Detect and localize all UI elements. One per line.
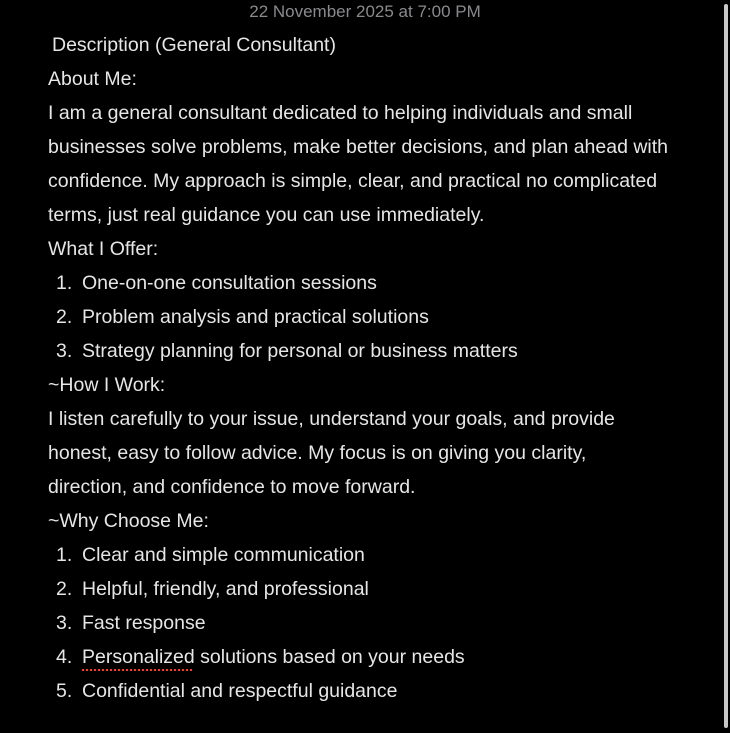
about-line: I am a general consultant dedicated to helping individuals and small	[48, 102, 633, 124]
list-item	[48, 300, 708, 334]
list-text: Clear and simple communication	[82, 544, 365, 566]
offer-heading: What I Offer:	[48, 238, 159, 260]
about-heading: About Me:	[48, 68, 137, 90]
list-number: 1.	[56, 272, 73, 294]
list-text: Strategy planning for personal or business matters	[82, 340, 518, 362]
list-item	[48, 572, 708, 606]
work-line: honest, easy to follow advice. My focus is on giving you clarity,	[48, 442, 587, 464]
list-number: 4.	[56, 646, 73, 668]
list-item	[48, 334, 708, 368]
list-text: Fast response	[82, 612, 206, 634]
note-body[interactable]	[48, 28, 708, 708]
work-heading: ~How I Work:	[48, 374, 166, 396]
list-number: 2.	[56, 306, 73, 328]
note-timestamp: 22 November 2025 at 7:00 PM	[249, 2, 481, 21]
list-item	[48, 674, 708, 708]
work-line: direction, and confidence to move forward.	[48, 476, 416, 498]
spellcheck-flagged-word[interactable]: Personalized	[82, 646, 195, 668]
list-text: One-on-one consultation sessions	[82, 272, 377, 294]
list-number: 2.	[56, 578, 73, 600]
list-text: solutions based on your needs	[194, 646, 465, 668]
about-line: confidence. My approach is simple, clear, and practical no complicated	[48, 170, 658, 192]
list-number: 5.	[56, 680, 73, 702]
list-number: 3.	[56, 340, 73, 362]
scrollbar[interactable]	[724, 4, 728, 728]
list-item	[48, 640, 708, 674]
work-line: I listen carefully to your issue, understand your goals, and provide	[48, 408, 615, 430]
list-number: 3.	[56, 612, 73, 634]
list-text: Confidential and respectful guidance	[82, 680, 398, 702]
list-text: Problem analysis and practical solutions	[82, 306, 429, 328]
why-list	[48, 538, 708, 708]
about-line: terms, just real guidance you can use immediately.	[48, 204, 485, 226]
list-text: Helpful, friendly, and professional	[82, 578, 369, 600]
list-item	[48, 606, 708, 640]
about-line: businesses solve problems, make better decisions, and plan ahead with	[48, 136, 669, 158]
list-item	[48, 538, 708, 572]
list-item	[48, 266, 708, 300]
why-heading: ~Why Choose Me:	[48, 510, 209, 532]
offer-list	[48, 266, 708, 368]
note-title: Description (General Consultant)	[52, 34, 336, 56]
list-number: 1.	[56, 544, 73, 566]
